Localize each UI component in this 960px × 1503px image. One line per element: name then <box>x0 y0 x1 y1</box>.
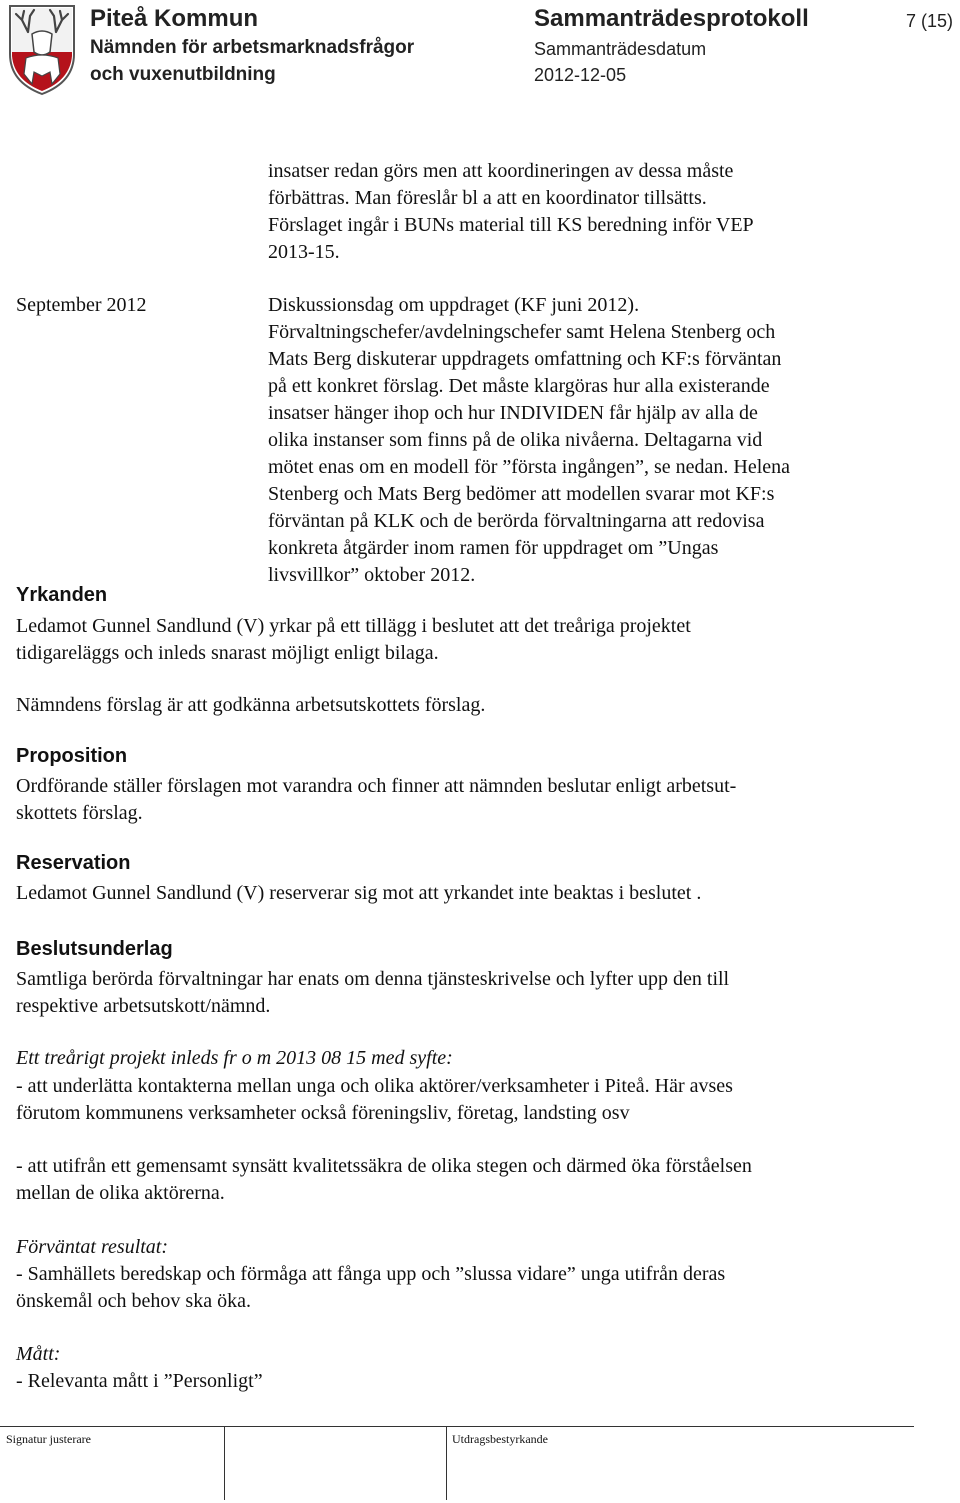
resultat-heading: Förväntat resultat: <box>16 1236 169 1258</box>
department-name-line-1: Nämnden för arbetsmarknadsfrågor <box>90 37 415 58</box>
namndens-forslag-text: Nämndens förslag är att godkänna arbetsutskottets förslag. <box>16 694 486 716</box>
projekt-item-2: - att utifrån ett gemensamt synsätt kvalitetssäkra de olika stegen och därmed öka förståelsen mellan de olika aktörerna. <box>16 1155 752 1204</box>
yrkanden-text: Ledamot Gunnel Sandlund (V) yrkar på ett tillägg i beslutet att det treåriga projektet tidigareläggs och inleds snarast möjligt enligt bilaga. <box>16 615 691 664</box>
reservation-heading: Reservation <box>16 852 131 874</box>
yrkanden-heading: Yrkanden <box>16 584 108 606</box>
reservation-text: Ledamot Gunnel Sandlund (V) reserverar sig mot att yrkandet inte beaktas i beslutet . <box>16 882 702 904</box>
department-name-line-2: och vuxenutbildning <box>90 64 276 85</box>
footer-rule <box>0 1426 914 1427</box>
footer-divider <box>446 1426 447 1500</box>
beslutsunderlag-heading: Beslutsunderlag <box>16 938 173 960</box>
organization-name: Piteå Kommun <box>90 5 259 32</box>
page-number: 7 (15) <box>906 11 954 31</box>
reindeer-coat-of-arms-icon <box>4 2 80 96</box>
matt-item: - Relevanta mått i ”Personligt” <box>16 1370 263 1392</box>
document-title: Sammanträdesprotokoll <box>534 5 809 32</box>
meeting-date-label: Sammanträdesdatum <box>534 39 707 59</box>
timeline-text: Diskussionsdag om uppdraget (KF juni 2012). Förvaltningschefer/avdelningschefer samt Helena Stenberg och Mats Berg diskuterar uppdragets omfattning och KF:s förväntan på ett konkret förslag. Det måste klargöras hur alla existerande insatser hänger ihop och hur INDIVIDEN får hjälp av alla de olika instanser som finns på de olika nivåerna. Deltagarna vid mötet enas om en modell för ”första ingången”, se nedan. Helena Stenberg och Mats Berg bedömer att modellen svarar mot KF:s förväntan på KLK och de berörda förvaltningarna att redovisa konkreta åtgärder inom ramen för uppdraget om ”Ungas livsvillkor” oktober 2012. <box>268 294 791 586</box>
meeting-date: 2012-12-05 <box>534 65 627 85</box>
signatur-justerare-label: Signatur justerare <box>6 1432 91 1446</box>
matt-heading: Mått: <box>16 1343 61 1365</box>
projekt-item-1: - att underlätta kontakterna mellan unga och olika aktörer/verksamheter i Piteå. Här avses förutom kommunens verksamheter också föreningsliv, företag, landsting osv <box>16 1075 733 1124</box>
projekt-heading: Ett treårigt projekt inleds fr o m 2013 08 15 med syfte: <box>16 1047 453 1069</box>
proposition-heading: Proposition <box>16 745 128 767</box>
resultat-item: - Samhällets beredskap och förmåga att fånga upp och ”slussa vidare” unga utifrån deras önskemål och behov ska öka. <box>16 1263 726 1312</box>
proposition-text: Ordförande ställer förslagen mot varandra och finner att nämnden beslutar enligt arbetsut- skottets förslag. <box>16 775 737 824</box>
beslutsunderlag-text: Samtliga berörda förvaltningar har enats om denna tjänsteskrivelse och lyfter upp den till respektive arbetsutskott/nämnd. <box>16 968 730 1017</box>
utdragsbestyrkande-label: Utdragsbestyrkande <box>452 1432 548 1446</box>
footer-divider <box>224 1426 225 1500</box>
timeline-date: September 2012 <box>16 294 147 316</box>
continuation-paragraph: insatser redan görs men att koordineringen av dessa måste förbättras. Man föreslår bl a att en koordinator tillsätts. Förslaget ingår i BUNs material till KS beredning inför VEP 2013-15. <box>268 160 754 263</box>
